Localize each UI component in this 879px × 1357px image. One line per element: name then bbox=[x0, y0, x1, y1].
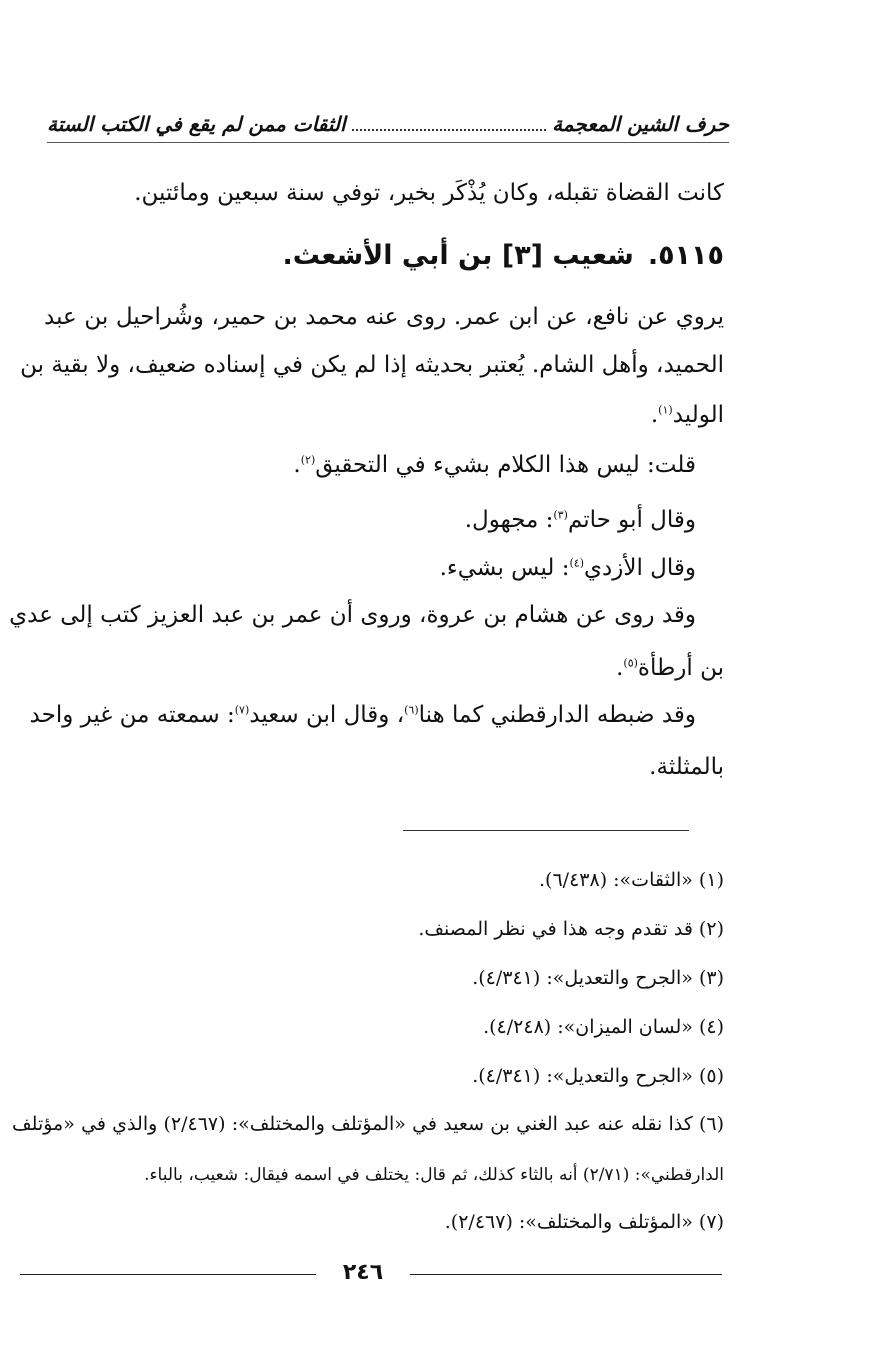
text-line: يروي عن نافع، عن ابن عمر. روى عنه محمد بن حمير، وشُراحيل بن عبد bbox=[44, 304, 724, 330]
text-line: وقال الأزدي$^{(٤)}$: ليس بشيء. bbox=[439, 555, 696, 581]
footnote: (١) «الثقات»: (٦/٤٣٨). bbox=[539, 869, 724, 891]
footnote-ref[interactable]: (٥) bbox=[623, 656, 638, 670]
footnote: (٣) «الجرح والتعديل»: (٤/٣٤١). bbox=[472, 967, 724, 989]
text-line: وقال أبو حاتم$^{(٣)}$: مجهول. bbox=[464, 507, 696, 533]
footnote-continuation: الدارقطني»: (٢/٧١) أنه بالثاء كذلك، ثم قال: يختلف في اسمه فيقال: شعيب، بالباء. bbox=[144, 1165, 724, 1185]
text-line: الوليد$^{(١)}$. bbox=[650, 402, 724, 428]
text-line: وقد ضبطه الدارقطني كما هنا$^{(٦)}$، وقال ابن سعيد$^{(٧)}$: سمعته من غير واحد bbox=[29, 702, 696, 728]
footnote-ref[interactable]: (٧) bbox=[234, 703, 250, 717]
text-line: كانت القضاة تقبله، وكان يُذْكَر بخير، توفي سنة سبعين ومائتين. bbox=[134, 180, 724, 206]
footer-rule-right bbox=[410, 1274, 722, 1275]
footnote: (٦) كذا نقله عنه عبد الغني بن سعيد في «المؤتلف والمختلف»: (٢/٤٦٧) والذي في «مؤتلف bbox=[12, 1113, 724, 1135]
footnote-separator bbox=[403, 830, 689, 831]
header-chapter: حرف الشين المعجمة bbox=[552, 112, 729, 136]
text-line: بن أرطأة$^{(٥)}$. bbox=[616, 655, 724, 681]
footnote-ref[interactable]: (٦) bbox=[404, 703, 419, 717]
header-book-title: الثقات ممن لم يقع في الكتب الستة bbox=[47, 112, 346, 136]
footnote: (٧) «المؤتلف والمختلف»: (٢/٤٦٧). bbox=[444, 1211, 724, 1233]
entry-number: ٥١١٥. bbox=[647, 240, 724, 271]
footer-rule-left bbox=[20, 1274, 316, 1275]
text-line: الحميد، وأهل الشام. يُعتبر بحديثه إذا لم يكن في إسناده ضعيف، ولا بقية بن bbox=[20, 352, 724, 378]
footnote-ref[interactable]: (٣) bbox=[553, 508, 568, 522]
footnote-ref[interactable]: (٢) bbox=[300, 453, 316, 467]
running-header bbox=[47, 112, 729, 143]
text-line: وقد روى عن هشام بن عروة، وروى أن عمر بن عبد العزيز كتب إلى عدي bbox=[9, 602, 696, 628]
footnote: (٥) «الجرح والتعديل»: (٤/٣٤١). bbox=[472, 1065, 724, 1087]
footnote-ref[interactable]: (١) bbox=[658, 403, 673, 417]
text-line: قلت: ليس هذا الكلام بشيء في التحقيق$^{(٢)}$. bbox=[293, 452, 696, 478]
entry-heading bbox=[283, 240, 725, 271]
footnote: (٢) قد تقدم وجه هذا في نظر المصنف. bbox=[418, 918, 724, 940]
footnote-ref[interactable]: (٤) bbox=[569, 556, 584, 570]
header-dots bbox=[352, 129, 547, 131]
page-number: ٢٤٦ bbox=[342, 1260, 384, 1285]
text-line: بالمثلثة. bbox=[649, 754, 724, 780]
entry-title: شعيب [٣] بن أبي الأشعث. bbox=[282, 240, 634, 271]
footnote: (٤) «لسان الميزان»: (٤/٢٤٨). bbox=[483, 1016, 724, 1038]
